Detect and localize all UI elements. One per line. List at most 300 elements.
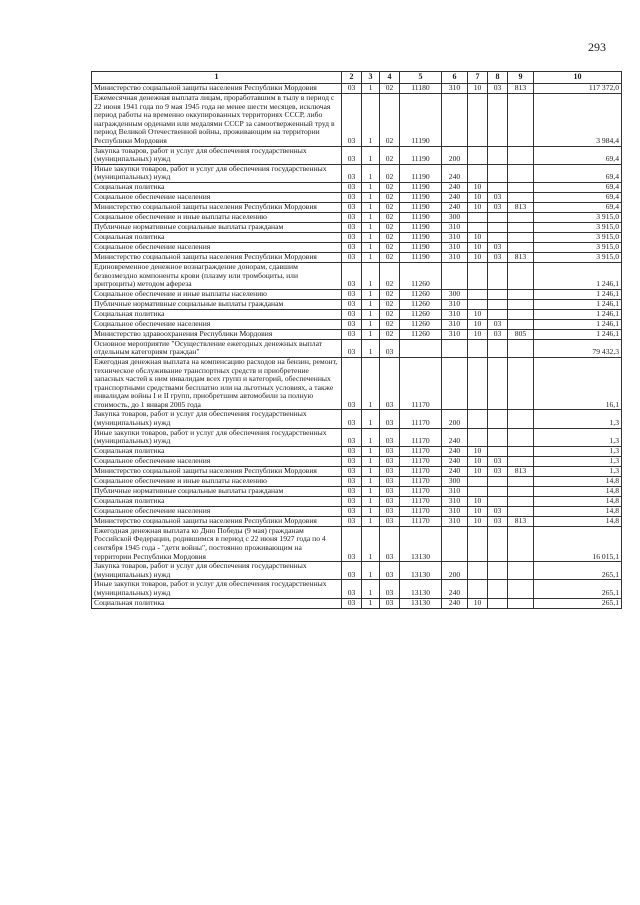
code-cell: 1 [362, 410, 380, 428]
code-cell: 1 [362, 252, 380, 262]
code-cell [488, 212, 508, 222]
code-cell: 1 [362, 486, 380, 496]
code-cell: 10 [468, 309, 488, 319]
code-cell [468, 357, 488, 410]
row-name-cell: Основное мероприятие "Осуществление ежегодных денежных выплат отдельным категориям граждан" [92, 339, 342, 357]
code-cell: 310 [442, 486, 468, 496]
code-cell: 13130 [400, 580, 442, 598]
code-cell: 03 [342, 486, 362, 496]
code-cell: 02 [380, 146, 400, 164]
code-cell [508, 428, 534, 446]
code-cell [508, 598, 534, 608]
row-name-cell: Ежемесячная денежная выплата лицам, проработавшим в тылу в период с 22 июня 1941 года по 9 мая 1945 года не менее шести месяцев, исключая период работы на временно оккупированных территориях СССР, либо награжденным орденами или медалями СССР за самоотверженный труд в период Великой Отечественной войны, проживающим на территории Республики Мордовия [92, 94, 342, 147]
code-cell [468, 164, 488, 182]
code-cell: 10 [468, 192, 488, 202]
table-row [92, 456, 622, 466]
code-cell: 11260 [400, 309, 442, 319]
code-cell [488, 526, 508, 561]
code-cell: 310 [442, 309, 468, 319]
code-cell: 11260 [400, 289, 442, 299]
code-cell: 03 [380, 562, 400, 580]
code-cell: 11180 [400, 84, 442, 94]
table-row [92, 598, 622, 608]
code-cell: 310 [442, 84, 468, 94]
amount-cell: 265,1 [534, 580, 622, 598]
code-cell: 03 [380, 506, 400, 516]
code-cell: 200 [442, 562, 468, 580]
code-cell [488, 598, 508, 608]
row-name-cell: Иные закупки товаров, работ и услуг для обеспечения государственных (муниципальных) нужд [92, 428, 342, 446]
code-cell [508, 339, 534, 357]
column-header: 5 [400, 72, 442, 84]
code-cell [488, 496, 508, 506]
code-cell [508, 164, 534, 182]
code-cell [468, 339, 488, 357]
code-cell: 03 [342, 222, 362, 232]
code-cell [488, 299, 508, 309]
code-cell [468, 428, 488, 446]
code-cell: 03 [380, 526, 400, 561]
code-cell [488, 222, 508, 232]
code-cell: 03 [342, 262, 362, 289]
code-cell [508, 446, 534, 456]
code-cell: 10 [468, 84, 488, 94]
code-cell: 11190 [400, 202, 442, 212]
amount-cell: 1,3 [534, 456, 622, 466]
code-cell: 1 [362, 232, 380, 242]
code-cell [488, 182, 508, 192]
table-header-row [92, 72, 622, 84]
code-cell: 02 [380, 164, 400, 182]
column-header: 4 [380, 72, 400, 84]
code-cell: 240 [442, 456, 468, 466]
code-cell [488, 476, 508, 486]
table-row [92, 562, 622, 580]
row-name-cell: Социальное обеспечение населения [92, 242, 342, 252]
code-cell: 11260 [400, 262, 442, 289]
code-cell [442, 526, 468, 561]
amount-cell: 3 915,0 [534, 212, 622, 222]
code-cell: 03 [342, 146, 362, 164]
code-cell: 03 [342, 164, 362, 182]
code-cell: 300 [442, 212, 468, 222]
code-cell: 813 [508, 252, 534, 262]
code-cell [508, 456, 534, 466]
amount-cell: 69,4 [534, 164, 622, 182]
table-row [92, 192, 622, 202]
code-cell [400, 339, 442, 357]
code-cell: 1 [362, 357, 380, 410]
table-row [92, 410, 622, 428]
amount-cell: 79 432,3 [534, 339, 622, 357]
code-cell: 240 [442, 446, 468, 456]
row-name-cell: Министерство социальной защиты населения Республики Мордовия [92, 202, 342, 212]
code-cell: 03 [342, 202, 362, 212]
code-cell: 03 [380, 476, 400, 486]
table-row [92, 329, 622, 339]
code-cell: 11260 [400, 329, 442, 339]
row-name-cell: Закупка товаров, работ и услуг для обеспечения государственных (муниципальных) нужд [92, 146, 342, 164]
row-name-cell: Министерство социальной защиты населения Республики Мордовия [92, 84, 342, 94]
row-name-cell: Публичные нормативные социальные выплаты гражданам [92, 222, 342, 232]
code-cell [508, 262, 534, 289]
code-cell: 03 [488, 516, 508, 526]
code-cell [508, 562, 534, 580]
code-cell: 10 [468, 456, 488, 466]
amount-cell: 1 246,1 [534, 289, 622, 299]
code-cell [508, 357, 534, 410]
code-cell: 02 [380, 94, 400, 147]
code-cell [468, 299, 488, 309]
row-name-cell: Министерство социальной защиты населения Республики Мордовия [92, 466, 342, 476]
row-name-cell: Социальная политика [92, 496, 342, 506]
amount-cell: 69,4 [534, 146, 622, 164]
page-number: 293 [588, 40, 606, 54]
code-cell: 10 [468, 319, 488, 329]
amount-cell: 14,8 [534, 486, 622, 496]
code-cell [468, 476, 488, 486]
code-cell: 11170 [400, 466, 442, 476]
code-cell: 310 [442, 299, 468, 309]
code-cell [488, 262, 508, 289]
code-cell: 240 [442, 466, 468, 476]
amount-cell: 1 246,1 [534, 309, 622, 319]
code-cell: 1 [362, 289, 380, 299]
code-cell: 11170 [400, 496, 442, 506]
code-cell: 03 [342, 192, 362, 202]
table-row [92, 466, 622, 476]
code-cell [442, 357, 468, 410]
row-name-cell: Ежегодная денежная выплата ко Дню Победы (9 мая) гражданам Российской Федерации, родившимся в период с 22 июня 1927 года по 4 сентября 1945 года - "дети войны", постоянно проживающим на территории Республики Мордовия [92, 526, 342, 561]
code-cell: 03 [488, 466, 508, 476]
code-cell: 310 [442, 506, 468, 516]
code-cell: 1 [362, 526, 380, 561]
row-name-cell: Социальная политика [92, 598, 342, 608]
code-cell: 02 [380, 242, 400, 252]
code-cell: 310 [442, 222, 468, 232]
code-cell: 11190 [400, 192, 442, 202]
code-cell: 1 [362, 182, 380, 192]
code-cell [442, 94, 468, 147]
code-cell: 11170 [400, 446, 442, 456]
amount-cell: 1,3 [534, 410, 622, 428]
table-row [92, 319, 622, 329]
code-cell: 11190 [400, 164, 442, 182]
code-cell: 240 [442, 598, 468, 608]
code-cell [508, 476, 534, 486]
code-cell: 03 [342, 580, 362, 598]
code-cell: 10 [468, 182, 488, 192]
code-cell: 10 [468, 516, 488, 526]
row-name-cell: Социальное обеспечение и иные выплаты населению [92, 476, 342, 486]
code-cell: 03 [342, 212, 362, 222]
code-cell: 10 [468, 252, 488, 262]
code-cell [488, 486, 508, 496]
code-cell: 1 [362, 262, 380, 289]
amount-cell: 1,3 [534, 466, 622, 476]
table-row [92, 146, 622, 164]
code-cell: 03 [342, 496, 362, 506]
code-cell: 03 [342, 598, 362, 608]
row-name-cell: Ежегодная денежная выплата на компенсацию расходов на бензин, ремонт, техническое обслуживание транспортных средств и приобретение запасных частей к ним инвалидам всех групп и категорий, обеспеченных транспортными средствами бесплатно или на льготных условиях, а также инвалидам войны I и II групп, приобретшим автомобили за полную стоимость, до 1 января 2005 года [92, 357, 342, 410]
code-cell: 1 [362, 428, 380, 446]
code-cell: 03 [380, 339, 400, 357]
amount-cell: 265,1 [534, 562, 622, 580]
code-cell: 11170 [400, 506, 442, 516]
code-cell [468, 94, 488, 147]
amount-cell: 1 246,1 [534, 329, 622, 339]
code-cell [442, 339, 468, 357]
amount-cell: 16 015,1 [534, 526, 622, 561]
table-row [92, 428, 622, 446]
amount-cell: 265,1 [534, 598, 622, 608]
code-cell [488, 357, 508, 410]
code-cell: 310 [442, 329, 468, 339]
code-cell: 10 [468, 598, 488, 608]
column-header: 2 [342, 72, 362, 84]
amount-cell: 1 246,1 [534, 299, 622, 309]
table-row [92, 84, 622, 94]
column-header: 8 [488, 72, 508, 84]
code-cell: 10 [468, 446, 488, 456]
code-cell [488, 562, 508, 580]
code-cell: 1 [362, 94, 380, 147]
code-cell: 10 [468, 242, 488, 252]
code-cell: 03 [342, 84, 362, 94]
column-header: 9 [508, 72, 534, 84]
amount-cell: 69,4 [534, 182, 622, 192]
code-cell: 11170 [400, 476, 442, 486]
code-cell: 813 [508, 84, 534, 94]
table-row [92, 252, 622, 262]
row-name-cell: Единовременное денежное вознаграждение донорам, сдавшим безвозмездно компоненты крови (плазму или тромбоциты, или эритроциты) методом афереза [92, 262, 342, 289]
row-name-cell: Иные закупки товаров, работ и услуг для обеспечения государственных (муниципальных) нужд [92, 164, 342, 182]
code-cell: 1 [362, 446, 380, 456]
code-cell: 03 [488, 456, 508, 466]
code-cell [468, 262, 488, 289]
code-cell: 1 [362, 476, 380, 486]
row-name-cell: Социальное обеспечение населения [92, 456, 342, 466]
code-cell [468, 562, 488, 580]
code-cell [508, 192, 534, 202]
code-cell: 03 [380, 516, 400, 526]
table-row [92, 262, 622, 289]
code-cell [488, 309, 508, 319]
code-cell: 240 [442, 428, 468, 446]
code-cell [508, 289, 534, 299]
code-cell: 03 [342, 456, 362, 466]
column-header: 6 [442, 72, 468, 84]
code-cell: 813 [508, 516, 534, 526]
amount-cell: 117 372,0 [534, 84, 622, 94]
code-cell: 1 [362, 339, 380, 357]
code-cell [488, 146, 508, 164]
code-cell: 1 [362, 506, 380, 516]
code-cell [508, 410, 534, 428]
code-cell: 13130 [400, 562, 442, 580]
code-cell: 02 [380, 252, 400, 262]
code-cell: 03 [342, 410, 362, 428]
column-header: 10 [534, 72, 622, 84]
code-cell: 310 [442, 516, 468, 526]
table-row [92, 486, 622, 496]
code-cell: 02 [380, 232, 400, 242]
table-row [92, 242, 622, 252]
code-cell: 11170 [400, 486, 442, 496]
row-name-cell: Социальная политика [92, 309, 342, 319]
code-cell: 813 [508, 466, 534, 476]
code-cell: 03 [342, 94, 362, 147]
code-cell: 11260 [400, 299, 442, 309]
code-cell: 03 [380, 456, 400, 466]
table-row [92, 516, 622, 526]
code-cell [468, 526, 488, 561]
table-row [92, 202, 622, 212]
code-cell: 1 [362, 516, 380, 526]
code-cell [508, 212, 534, 222]
code-cell: 10 [468, 496, 488, 506]
code-cell: 03 [342, 242, 362, 252]
code-cell: 11170 [400, 357, 442, 410]
amount-cell: 14,8 [534, 506, 622, 516]
code-cell: 03 [380, 410, 400, 428]
code-cell: 11190 [400, 182, 442, 192]
code-cell: 11170 [400, 516, 442, 526]
code-cell: 11190 [400, 146, 442, 164]
row-name-cell: Социальное обеспечение и иные выплаты населению [92, 212, 342, 222]
code-cell: 03 [342, 252, 362, 262]
row-name-cell: Публичные нормативные социальные выплаты гражданам [92, 299, 342, 309]
code-cell: 02 [380, 262, 400, 289]
code-cell: 03 [342, 446, 362, 456]
code-cell: 1 [362, 319, 380, 329]
code-cell: 03 [342, 182, 362, 192]
code-cell [508, 94, 534, 147]
code-cell: 03 [488, 192, 508, 202]
code-cell [488, 232, 508, 242]
code-cell: 310 [442, 242, 468, 252]
code-cell: 11170 [400, 456, 442, 466]
table-row [92, 164, 622, 182]
column-header: 3 [362, 72, 380, 84]
code-cell: 02 [380, 309, 400, 319]
row-name-cell: Социальная политика [92, 232, 342, 242]
code-cell: 11260 [400, 319, 442, 329]
code-cell: 1 [362, 598, 380, 608]
code-cell: 10 [468, 506, 488, 516]
code-cell: 03 [488, 319, 508, 329]
code-cell: 03 [488, 329, 508, 339]
code-cell [488, 339, 508, 357]
amount-cell: 3 915,0 [534, 222, 622, 232]
code-cell: 1 [362, 192, 380, 202]
code-cell: 240 [442, 182, 468, 192]
code-cell: 03 [380, 428, 400, 446]
table-row [92, 339, 622, 357]
code-cell: 03 [342, 428, 362, 446]
code-cell [508, 146, 534, 164]
code-cell: 200 [442, 146, 468, 164]
table-row [92, 309, 622, 319]
code-cell: 1 [362, 466, 380, 476]
amount-cell: 3 915,0 [534, 232, 622, 242]
table-row [92, 357, 622, 410]
code-cell [508, 580, 534, 598]
code-cell: 13130 [400, 526, 442, 561]
code-cell: 1 [362, 496, 380, 506]
row-name-cell: Социальное обеспечение населения [92, 319, 342, 329]
amount-cell: 3 915,0 [534, 252, 622, 262]
code-cell [508, 182, 534, 192]
code-cell: 02 [380, 329, 400, 339]
table-row [92, 94, 622, 147]
code-cell: 1 [362, 299, 380, 309]
row-name-cell: Иные закупки товаров, работ и услуг для обеспечения государственных (муниципальных) нужд [92, 580, 342, 598]
table-row [92, 232, 622, 242]
row-name-cell: Социальная политика [92, 446, 342, 456]
code-cell: 03 [488, 252, 508, 262]
code-cell: 11190 [400, 242, 442, 252]
code-cell [508, 526, 534, 561]
code-cell: 11170 [400, 428, 442, 446]
code-cell: 02 [380, 84, 400, 94]
code-cell: 1 [362, 580, 380, 598]
code-cell: 03 [342, 309, 362, 319]
table-row [92, 289, 622, 299]
code-cell: 10 [468, 466, 488, 476]
code-cell: 02 [380, 202, 400, 212]
table-row [92, 476, 622, 486]
budget-table [91, 71, 622, 609]
code-cell: 02 [380, 289, 400, 299]
code-cell: 02 [380, 319, 400, 329]
amount-cell: 14,8 [534, 476, 622, 486]
code-cell: 11190 [400, 252, 442, 262]
row-name-cell: Социальное обеспечение населения [92, 192, 342, 202]
code-cell [508, 242, 534, 252]
row-name-cell: Закупка товаров, работ и услуг для обеспечения государственных (муниципальных) нужд [92, 562, 342, 580]
row-name-cell: Социальное обеспечение и иные выплаты населению [92, 289, 342, 299]
code-cell [508, 496, 534, 506]
code-cell: 02 [380, 299, 400, 309]
code-cell: 03 [488, 242, 508, 252]
code-cell: 03 [342, 562, 362, 580]
amount-cell: 3 915,0 [534, 242, 622, 252]
table-row [92, 299, 622, 309]
column-header: 1 [92, 72, 342, 84]
code-cell: 1 [362, 309, 380, 319]
code-cell: 03 [380, 598, 400, 608]
code-cell [468, 222, 488, 232]
code-cell: 03 [342, 357, 362, 410]
code-cell: 03 [488, 84, 508, 94]
row-name-cell: Публичные нормативные социальные выплаты гражданам [92, 486, 342, 496]
code-cell: 1 [362, 84, 380, 94]
code-cell: 300 [442, 289, 468, 299]
amount-cell: 3 984,4 [534, 94, 622, 147]
amount-cell: 14,8 [534, 516, 622, 526]
code-cell [488, 289, 508, 299]
table-row [92, 446, 622, 456]
code-cell: 03 [342, 339, 362, 357]
code-cell [508, 299, 534, 309]
code-cell: 03 [380, 486, 400, 496]
code-cell: 02 [380, 222, 400, 232]
code-cell: 10 [468, 329, 488, 339]
code-cell [508, 232, 534, 242]
column-header: 7 [468, 72, 488, 84]
amount-cell: 1,3 [534, 428, 622, 446]
